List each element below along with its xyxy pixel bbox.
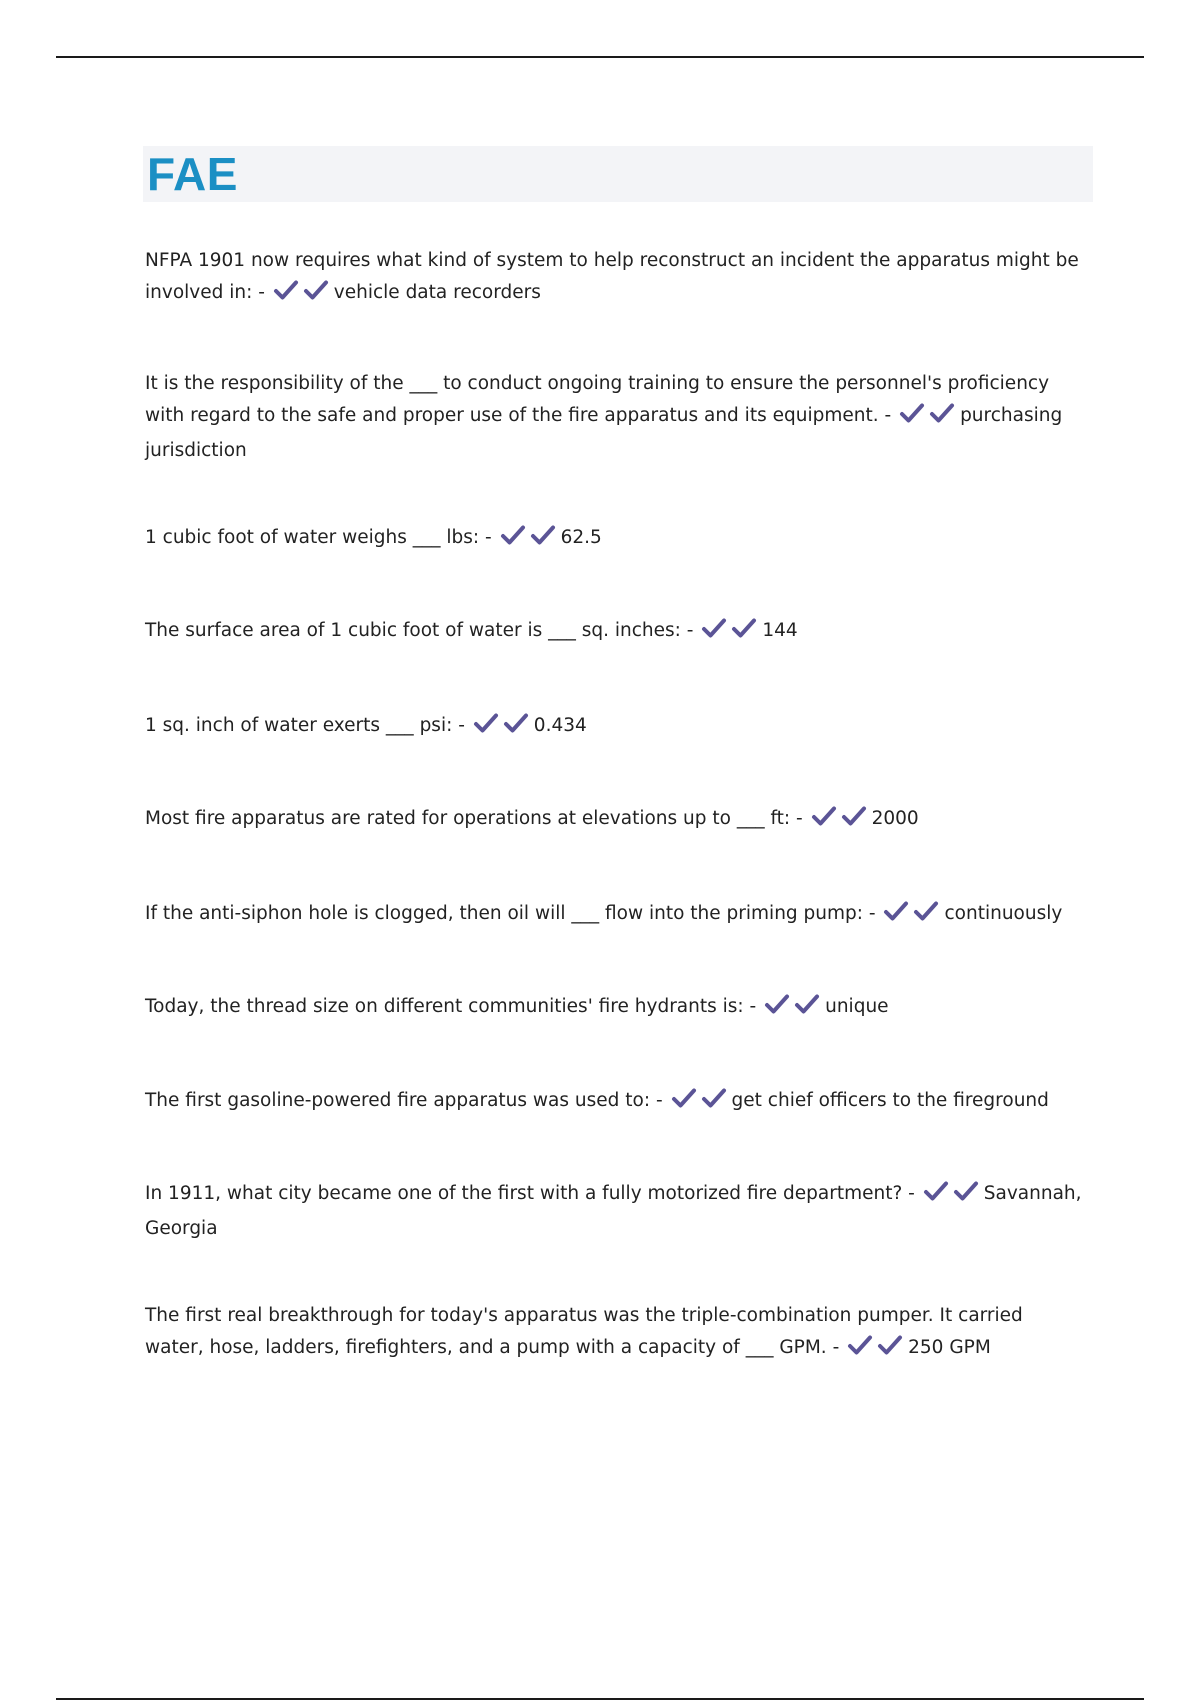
- separator: -: [749, 996, 757, 1017]
- check-icon: [764, 993, 790, 1015]
- separator: -: [484, 527, 492, 548]
- check-icon: [731, 617, 757, 639]
- separator: -: [908, 1183, 915, 1204]
- separator: -: [258, 282, 265, 303]
- separator: -: [832, 1337, 840, 1358]
- answer-text: purchasing jurisdiction: [145, 405, 1063, 461]
- question-text: The first real breakthrough for today's apparatus was the triple-combination pumper. It carried water, hose, ladders, firefighters, and a pump with a capacity of ___ GPM.: [145, 1305, 1023, 1358]
- separator: -: [458, 715, 465, 736]
- top-divider: [56, 56, 1144, 58]
- question-text: 1 sq. inch of water exerts ___ psi:: [145, 715, 453, 736]
- qa-item: [145, 710, 1085, 745]
- qa-item: [145, 1178, 1085, 1245]
- qa-item: [145, 1300, 1085, 1367]
- check-icon: [701, 1087, 727, 1109]
- qa-item: [145, 368, 1085, 467]
- qa-item: [145, 245, 1085, 312]
- check-icon: [500, 524, 526, 546]
- qa-item: [145, 803, 1085, 838]
- check-icon: [913, 900, 939, 922]
- answer-text: unique: [825, 996, 889, 1017]
- answer-text: 2000: [871, 808, 919, 829]
- double-check-icon: [701, 617, 761, 650]
- check-icon: [923, 1180, 949, 1202]
- check-icon: [841, 805, 867, 827]
- qa-item: [145, 615, 1085, 650]
- check-icon: [877, 1334, 903, 1356]
- answer-text: Savannah, Georgia: [145, 1183, 1082, 1239]
- answer-text: 62.5: [560, 527, 602, 548]
- check-icon: [273, 279, 299, 301]
- double-check-icon: [500, 524, 560, 557]
- double-check-icon: [764, 993, 824, 1026]
- question-text: NFPA 1901 now requires what kind of system to help reconstruct an incident the apparatus might be involved in:: [145, 250, 1079, 303]
- double-check-icon: [883, 900, 943, 933]
- answer-text: 0.434: [533, 715, 587, 736]
- check-icon: [671, 1087, 697, 1109]
- answer-text: get chief officers to the fireground: [731, 1090, 1049, 1111]
- double-check-icon: [847, 1334, 907, 1367]
- separator: -: [884, 405, 892, 426]
- answer-text: 250 GPM: [908, 1337, 991, 1358]
- question-text: Most fire apparatus are rated for operations at elevations up to ___ ft:: [145, 808, 791, 829]
- question-text: Today, the thread size on different communities' fire hydrants is:: [145, 996, 744, 1017]
- check-icon: [794, 993, 820, 1015]
- check-icon: [473, 712, 499, 734]
- check-icon: [701, 617, 727, 639]
- check-icon: [883, 900, 909, 922]
- document-title: FAE: [147, 148, 238, 200]
- check-icon: [953, 1180, 979, 1202]
- double-check-icon: [923, 1180, 983, 1213]
- answer-text: continuously: [944, 903, 1063, 924]
- check-icon: [929, 402, 955, 424]
- qa-item: [145, 991, 1085, 1026]
- answer-text: vehicle data recorders: [333, 282, 541, 303]
- question-text: In 1911, what city became one of the first with a fully motorized fire department?: [145, 1183, 903, 1204]
- double-check-icon: [671, 1087, 731, 1120]
- double-check-icon: [473, 712, 533, 745]
- question-text: The surface area of 1 cubic foot of water is ___ sq. inches:: [145, 620, 681, 641]
- check-icon: [503, 712, 529, 734]
- double-check-icon: [899, 402, 959, 435]
- separator: -: [686, 620, 694, 641]
- answer-text: 144: [762, 620, 798, 641]
- check-icon: [847, 1334, 873, 1356]
- qa-item: [145, 522, 1085, 557]
- check-icon: [530, 524, 556, 546]
- check-icon: [899, 402, 925, 424]
- check-icon: [303, 279, 329, 301]
- qa-item: [145, 1085, 1085, 1120]
- double-check-icon: [273, 279, 333, 312]
- double-check-icon: [811, 805, 871, 838]
- separator: -: [796, 808, 803, 829]
- question-text: If the anti-siphon hole is clogged, then oil will ___ flow into the priming pump:: [145, 903, 864, 924]
- check-icon: [811, 805, 837, 827]
- question-text: It is the responsibility of the ___ to conduct ongoing training to ensure the personnel's proficiency with regard to the safe and proper use of the fire apparatus and its equipment.: [145, 373, 1050, 426]
- question-text: The first gasoline-powered fire apparatus was used to:: [145, 1090, 651, 1111]
- separator: -: [655, 1090, 663, 1111]
- separator: -: [868, 903, 876, 924]
- question-text: 1 cubic foot of water weighs ___ lbs:: [145, 527, 480, 548]
- title-banner: [143, 146, 1093, 202]
- qa-item: [145, 898, 1085, 933]
